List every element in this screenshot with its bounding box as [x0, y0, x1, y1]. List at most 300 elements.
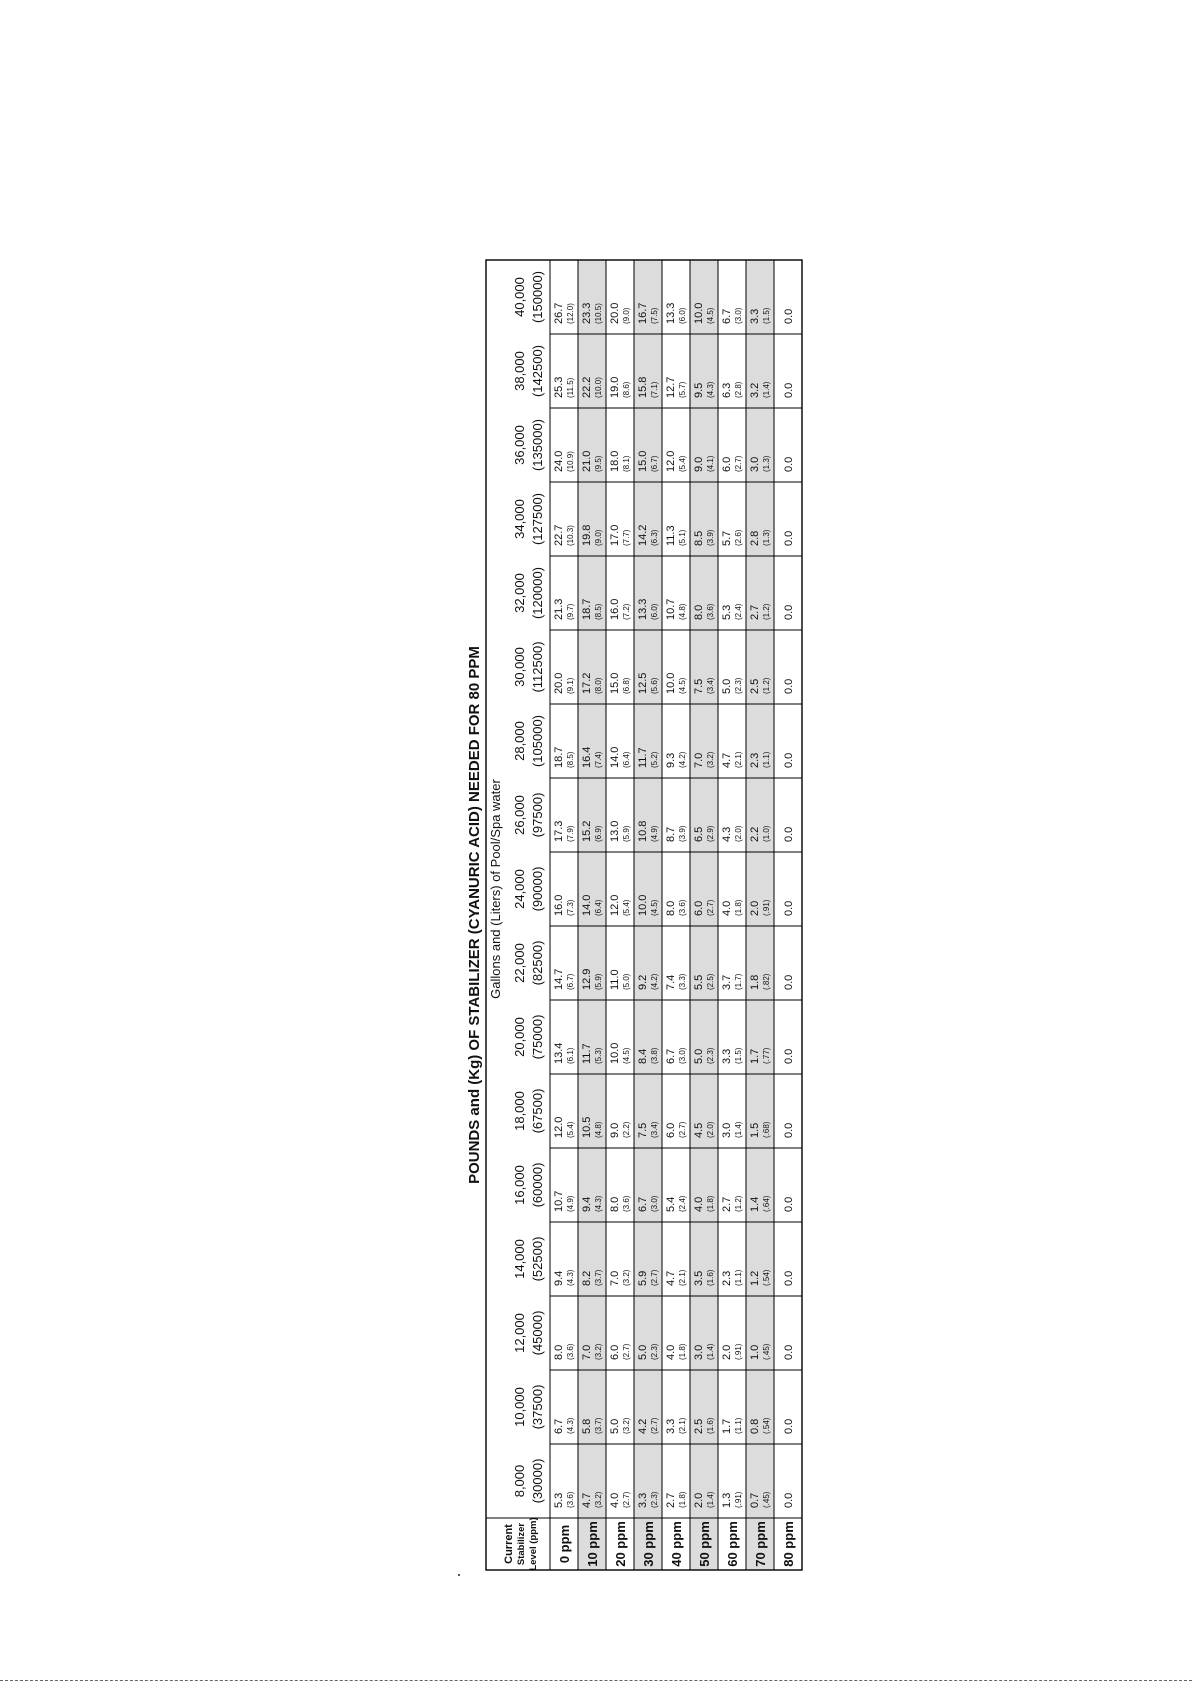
cell-kilograms: (3.2) [622, 1417, 631, 1434]
cell-pounds: 4.0 [721, 900, 733, 916]
row-label: 50 ppm [697, 1521, 712, 1567]
cell-pounds: 26.7 [553, 302, 565, 324]
column-header-liters: (120000) [530, 566, 545, 620]
column-header-gallons: 38,000 [512, 351, 527, 391]
column-header-liters: (142500) [530, 344, 545, 398]
cell-pounds: 10.0 [665, 672, 677, 694]
cell-pounds: 2.8 [749, 530, 761, 546]
cell-kilograms: (3.8) [650, 1047, 659, 1064]
cell-pounds: 9.4 [553, 1270, 565, 1286]
cell-kilograms: (1.1) [762, 751, 771, 768]
cell-pounds: 16.0 [609, 598, 621, 620]
cell-kilograms: (1.8) [678, 1343, 687, 1360]
cell-pounds: 12.0 [665, 450, 677, 472]
cell-kilograms: (2.2) [622, 1121, 631, 1138]
cell-pounds: 16.4 [581, 746, 593, 768]
cell-pounds: 8.0 [665, 900, 677, 916]
cell-pounds: 0.0 [783, 1492, 795, 1508]
row-label: 70 ppm [753, 1521, 768, 1567]
cell-pounds: 0.0 [783, 456, 795, 472]
cell-pounds: 2.2 [749, 826, 761, 842]
cell-kilograms: (1.8) [678, 1491, 687, 1508]
cell-kilograms: (1.1) [734, 1269, 743, 1286]
column-header-gallons: 14,000 [512, 1239, 527, 1279]
cell-pounds: 12.0 [609, 894, 621, 916]
cell-pounds: 2.7 [665, 1492, 677, 1508]
cell-pounds: 8.5 [693, 530, 705, 546]
cell-kilograms: (1.2) [734, 1195, 743, 1212]
cell-pounds: 11.7 [581, 1043, 593, 1064]
cell-kilograms: (.77) [762, 1047, 771, 1064]
cell-pounds: 22.7 [553, 524, 565, 546]
cell-kilograms: (5.7) [678, 381, 687, 398]
cell-pounds: 22.2 [581, 376, 593, 398]
cell-pounds: 8.0 [553, 1344, 565, 1360]
cell-kilograms: (1.2) [762, 677, 771, 694]
cell-pounds: 7.5 [637, 1122, 649, 1138]
cell-kilograms: (3.0) [650, 1195, 659, 1212]
row-header-label: Current [503, 1524, 515, 1564]
cell-pounds: 0.0 [783, 1122, 795, 1138]
cell-kilograms: (4.1) [706, 455, 715, 472]
cell-kilograms: (2.0) [706, 1121, 715, 1138]
row-label: 40 ppm [669, 1521, 684, 1567]
cell-pounds: 4.7 [581, 1492, 593, 1508]
cell-kilograms: (3.6) [566, 1491, 575, 1508]
cell-pounds: 20.0 [553, 672, 565, 694]
cell-kilograms: (2.3) [650, 1491, 659, 1508]
cell-kilograms: (6.3) [650, 529, 659, 546]
cell-kilograms: (1.5) [762, 307, 771, 324]
table-subtitle: Gallons and (Liters) of Pool/Spa water [488, 779, 503, 999]
cell-kilograms: (2.3) [706, 1047, 715, 1064]
cell-kilograms: (10.5) [594, 303, 603, 324]
cell-pounds: 8.7 [665, 826, 677, 842]
cell-pounds: 4.0 [665, 1344, 677, 1360]
cell-kilograms: (9.5) [594, 455, 603, 472]
cell-pounds: 7.0 [693, 752, 705, 768]
cell-pounds: 18.0 [609, 450, 621, 472]
cell-pounds: 19.8 [581, 524, 593, 546]
cell-pounds: 1.4 [749, 1196, 761, 1212]
cell-kilograms: (6.0) [650, 603, 659, 620]
cell-pounds: 10.0 [637, 894, 649, 916]
cell-pounds: 1.7 [749, 1048, 761, 1064]
column-header-liters: (90000) [530, 866, 545, 912]
cell-pounds: 3.3 [721, 1048, 733, 1064]
cell-kilograms: (9.1) [566, 677, 575, 694]
column-header-liters: (82500) [530, 940, 545, 986]
cell-kilograms: (.91) [762, 899, 771, 916]
cell-kilograms: (1.2) [762, 603, 771, 620]
cell-pounds: 0.0 [783, 382, 795, 398]
cell-kilograms: (3.0) [678, 1047, 687, 1064]
cell-kilograms: (4.2) [650, 973, 659, 990]
cell-kilograms: (2.5) [706, 973, 715, 990]
cell-kilograms: (8.6) [622, 381, 631, 398]
cell-kilograms: (3.7) [594, 1269, 603, 1286]
cell-pounds: 0.0 [783, 900, 795, 916]
cell-pounds: 12.0 [553, 1116, 565, 1138]
cell-pounds: 7.4 [665, 974, 677, 990]
cell-pounds: 10.8 [637, 820, 649, 842]
cell-pounds: 9.0 [693, 456, 705, 472]
cell-kilograms: (2.4) [678, 1195, 687, 1212]
column-header-liters: (60000) [530, 1162, 545, 1208]
cell-kilograms: (3.9) [706, 529, 715, 546]
cell-kilograms: (6.0) [678, 307, 687, 324]
cell-pounds: 6.3 [721, 382, 733, 398]
cell-pounds: 13.0 [609, 820, 621, 842]
column-header-liters: (112500) [530, 641, 545, 693]
cell-pounds: 7.0 [581, 1344, 593, 1360]
table-frame [466, 260, 802, 1571]
cell-kilograms: (3.0) [734, 307, 743, 324]
cell-pounds: 0.0 [783, 974, 795, 990]
column-header-liters: (45000) [530, 1310, 545, 1356]
cell-kilograms: (1.4) [734, 1121, 743, 1138]
cell-pounds: 14.0 [581, 894, 593, 916]
cell-kilograms: (2.1) [734, 751, 743, 768]
cell-kilograms: (3.6) [678, 899, 687, 916]
cell-pounds: 2.0 [749, 900, 761, 916]
cell-pounds: 4.0 [693, 1196, 705, 1212]
cell-pounds: 5.9 [637, 1270, 649, 1286]
column-header-gallons: 26,000 [512, 795, 527, 835]
cell-pounds: 7.0 [609, 1270, 621, 1286]
cell-pounds: 6.7 [665, 1048, 677, 1064]
cell-kilograms: (4.9) [566, 1195, 575, 1212]
cell-kilograms: (.68) [762, 1121, 771, 1138]
cell-pounds: 6.7 [637, 1196, 649, 1212]
column-header-liters: (52500) [530, 1236, 545, 1282]
cell-pounds: 12.9 [581, 968, 593, 990]
cell-kilograms: (9.7) [566, 603, 575, 620]
cell-pounds: 18.7 [581, 598, 593, 620]
cell-pounds: 3.0 [749, 456, 761, 472]
column-header-liters: (150000) [530, 270, 545, 324]
column-header-liters: (127500) [530, 492, 545, 546]
cell-pounds: 0.0 [783, 826, 795, 842]
row-label: 80 ppm [781, 1521, 796, 1567]
cell-pounds: 4.3 [721, 826, 733, 842]
cell-pounds: 4.2 [637, 1418, 649, 1434]
cell-kilograms: (.54) [762, 1269, 771, 1286]
cell-kilograms: (.91) [734, 1491, 743, 1508]
cell-kilograms: (.82) [762, 973, 771, 990]
cell-kilograms: (2.4) [734, 603, 743, 620]
cell-pounds: 3.5 [693, 1270, 705, 1286]
cell-kilograms: (5.0) [622, 973, 631, 990]
cell-pounds: 1.7 [721, 1418, 733, 1434]
cell-kilograms: (2.3) [650, 1343, 659, 1360]
cell-pounds: 5.4 [665, 1196, 677, 1212]
cell-kilograms: (1.4) [706, 1343, 715, 1360]
cell-kilograms: (5.4) [566, 1121, 575, 1138]
cell-pounds: 1.2 [749, 1270, 761, 1286]
cell-pounds: 10.7 [665, 598, 677, 620]
cell-kilograms: (2.7) [678, 1121, 687, 1138]
cell-pounds: 5.3 [553, 1492, 565, 1508]
cell-pounds: 11.0 [609, 969, 621, 990]
cell-pounds: 2.0 [721, 1344, 733, 1360]
cell-kilograms: (7.5) [650, 307, 659, 324]
cell-pounds: 13.4 [553, 1042, 565, 1064]
column-header-gallons: 30,000 [512, 647, 527, 687]
cell-kilograms: (7.9) [566, 825, 575, 842]
cell-kilograms: (4.3) [594, 1195, 603, 1212]
cell-pounds: 3.3 [665, 1418, 677, 1434]
row-label: 60 ppm [725, 1521, 740, 1567]
cell-pounds: 14.2 [637, 524, 649, 546]
cell-pounds: 10.7 [553, 1190, 565, 1212]
cell-kilograms: (2.7) [650, 1417, 659, 1434]
cell-pounds: 19.0 [609, 376, 621, 398]
cell-kilograms: (4.3) [706, 381, 715, 398]
cell-kilograms: (2.7) [706, 899, 715, 916]
cell-pounds: 5.3 [721, 604, 733, 620]
cell-pounds: 21.0 [581, 450, 593, 472]
cell-kilograms: (6.4) [622, 751, 631, 768]
cell-kilograms: (7.2) [622, 603, 631, 620]
cell-pounds: 17.0 [609, 524, 621, 546]
cell-pounds: 6.7 [721, 308, 733, 324]
cell-kilograms: (7.1) [650, 381, 659, 398]
column-header-gallons: 10,000 [512, 1387, 527, 1427]
cell-pounds: 10.5 [581, 1116, 593, 1138]
cell-kilograms: (3.2) [622, 1269, 631, 1286]
cell-pounds: 0.0 [783, 1344, 795, 1360]
column-header-gallons: 8,000 [512, 1464, 527, 1498]
cell-kilograms: (1.0) [762, 825, 771, 842]
cell-pounds: 5.0 [721, 678, 733, 694]
cell-pounds: 17.2 [581, 672, 593, 694]
cell-kilograms: (4.2) [678, 751, 687, 768]
cell-pounds: 3.7 [721, 974, 733, 990]
cell-pounds: 9.4 [581, 1196, 593, 1212]
cell-kilograms: (2.8) [734, 381, 743, 398]
cell-kilograms: (8.1) [622, 455, 631, 472]
cell-pounds: 10.0 [693, 302, 705, 324]
column-header-liters: (135000) [530, 418, 545, 472]
column-header-gallons: 40,000 [512, 277, 527, 317]
cell-pounds: 14.7 [553, 968, 565, 990]
cell-pounds: 3.3 [637, 1492, 649, 1508]
cell-kilograms: (4.5) [622, 1047, 631, 1064]
cell-kilograms: (1.6) [706, 1269, 715, 1286]
cell-kilograms: (4.3) [566, 1269, 575, 1286]
cell-pounds: 3.2 [749, 382, 761, 398]
column-header-gallons: 22,000 [512, 943, 527, 983]
cell-pounds: 9.5 [693, 382, 705, 398]
cell-pounds: 4.5 [693, 1122, 705, 1138]
row-label: 30 ppm [641, 1521, 656, 1567]
cell-kilograms: (2.7) [622, 1491, 631, 1508]
cell-kilograms: (2.3) [734, 677, 743, 694]
page-edge-rule [0, 1680, 1192, 1681]
cell-pounds: 3.0 [721, 1122, 733, 1138]
cell-pounds: 1.0 [749, 1344, 761, 1360]
cell-pounds: 0.0 [783, 1196, 795, 1212]
column-header-gallons: 12,000 [512, 1313, 527, 1353]
cell-kilograms: (2.7) [650, 1269, 659, 1286]
cell-kilograms: (4.8) [678, 603, 687, 620]
cell-kilograms: (2.1) [678, 1269, 687, 1286]
cell-pounds: 2.0 [693, 1492, 705, 1508]
cell-pounds: 5.0 [693, 1048, 705, 1064]
cell-pounds: 3.3 [749, 308, 761, 324]
cell-pounds: 8.0 [693, 604, 705, 620]
cell-pounds: 8.0 [609, 1196, 621, 1212]
cell-pounds: 5.0 [637, 1344, 649, 1360]
cell-pounds: 21.3 [553, 598, 565, 620]
cell-pounds: 5.0 [609, 1418, 621, 1434]
cell-kilograms: (1.3) [762, 529, 771, 546]
cell-pounds: 6.0 [609, 1344, 621, 1360]
cell-pounds: 12.5 [637, 672, 649, 694]
cell-kilograms: (6.8) [622, 677, 631, 694]
cell-pounds: 7.5 [693, 678, 705, 694]
cell-kilograms: (4.8) [594, 1121, 603, 1138]
cell-pounds: 2.3 [749, 752, 761, 768]
row-header-label: Level (ppm) [528, 1517, 539, 1571]
column-header-liters: (97500) [530, 792, 545, 838]
cell-kilograms: (3.7) [594, 1417, 603, 1434]
cell-kilograms: (10.3) [566, 525, 575, 546]
cell-kilograms: (4.5) [650, 899, 659, 916]
cell-pounds: 11.3 [665, 525, 677, 546]
row-label: 0 ppm [557, 1524, 572, 1564]
cell-pounds: 5.7 [721, 530, 733, 546]
row-label: 10 ppm [585, 1521, 600, 1567]
cell-kilograms: (5.4) [678, 455, 687, 472]
cell-pounds: 25.3 [553, 376, 565, 398]
column-header-gallons: 16,000 [512, 1165, 527, 1205]
cell-pounds: 0.7 [749, 1492, 761, 1508]
cell-pounds: 10.0 [609, 1042, 621, 1064]
cell-pounds: 13.3 [665, 302, 677, 324]
cell-pounds: 0.0 [783, 1418, 795, 1434]
cell-kilograms: (2.7) [622, 1343, 631, 1360]
cell-pounds: 5.8 [581, 1418, 593, 1434]
cell-pounds: 0.0 [783, 1270, 795, 1286]
cell-kilograms: (2.7) [734, 455, 743, 472]
column-header-gallons: 28,000 [512, 721, 527, 761]
cell-pounds: 2.5 [749, 678, 761, 694]
cell-kilograms: (7.4) [594, 751, 603, 768]
cell-pounds: 20.0 [609, 302, 621, 324]
column-header-liters: (105000) [530, 714, 545, 768]
cell-pounds: 17.3 [553, 820, 565, 842]
cell-kilograms: (4.5) [706, 307, 715, 324]
cell-pounds: 6.5 [693, 826, 705, 842]
cell-pounds: 15.8 [637, 376, 649, 398]
cell-kilograms: (1.1) [734, 1417, 743, 1434]
cell-kilograms: (3.6) [566, 1343, 575, 1360]
table-title: POUNDS and (Kg) OF STABILIZER (CYANURIC ACID) NEEDED FOR 80 PPM [466, 646, 483, 1184]
stray-mark [458, 1574, 460, 1576]
column-header-gallons: 34,000 [512, 499, 527, 539]
cell-pounds: 1.8 [749, 974, 761, 990]
cell-pounds: 6.0 [665, 1122, 677, 1138]
column-header-gallons: 32,000 [512, 573, 527, 613]
cell-kilograms: (4.9) [650, 825, 659, 842]
cell-kilograms: (6.4) [594, 899, 603, 916]
cell-kilograms: (.45) [762, 1491, 771, 1508]
cell-kilograms: (10.0) [594, 377, 603, 398]
cell-kilograms: (3.4) [650, 1121, 659, 1138]
cell-pounds: 1.3 [721, 1492, 733, 1508]
cell-kilograms: (9.0) [622, 307, 631, 324]
cell-pounds: 0.0 [783, 604, 795, 620]
cell-kilograms: (8.5) [566, 751, 575, 768]
cell-pounds: 2.5 [693, 1418, 705, 1434]
column-header-gallons: 18,000 [512, 1091, 527, 1131]
column-header-liters: (30000) [530, 1458, 545, 1504]
column-header-liters: (75000) [530, 1014, 545, 1060]
cell-pounds: 12.7 [665, 376, 677, 398]
cell-pounds: 24.0 [553, 450, 565, 472]
cell-kilograms: (3.4) [706, 677, 715, 694]
cell-kilograms: (.91) [734, 1343, 743, 1360]
cell-pounds: 2.7 [721, 1196, 733, 1212]
cell-kilograms: (3.2) [594, 1343, 603, 1360]
cell-kilograms: (8.5) [594, 603, 603, 620]
cell-pounds: 0.8 [749, 1418, 761, 1434]
cell-kilograms: (9.0) [594, 529, 603, 546]
cell-kilograms: (3.6) [622, 1195, 631, 1212]
row-label: 20 ppm [613, 1521, 628, 1567]
cell-pounds: 2.3 [721, 1270, 733, 1286]
cell-pounds: 8.4 [637, 1048, 649, 1064]
cell-pounds: 6.0 [693, 900, 705, 916]
cell-kilograms: (12.0) [566, 303, 575, 324]
cell-pounds: 9.3 [665, 752, 677, 768]
cell-pounds: 9.2 [637, 974, 649, 990]
cell-pounds: 0.0 [783, 752, 795, 768]
cell-kilograms: (3.2) [706, 751, 715, 768]
cell-pounds: 3.0 [693, 1344, 705, 1360]
cell-kilograms: (7.3) [566, 899, 575, 916]
column-header-gallons: 36,000 [512, 425, 527, 465]
cell-kilograms: (11.5) [566, 377, 575, 398]
cell-kilograms: (5.2) [650, 751, 659, 768]
cell-kilograms: (7.7) [622, 529, 631, 546]
cell-pounds: 4.7 [665, 1270, 677, 1286]
cell-kilograms: (2.1) [678, 1417, 687, 1434]
cell-pounds: 9.0 [609, 1122, 621, 1138]
cell-pounds: 0.0 [783, 308, 795, 324]
cell-kilograms: (1.4) [762, 381, 771, 398]
cell-kilograms: (5.9) [594, 973, 603, 990]
cell-kilograms: (5.4) [622, 899, 631, 916]
cell-kilograms: (1.3) [762, 455, 771, 472]
cell-pounds: 11.7 [637, 747, 649, 768]
cell-pounds: 6.7 [553, 1418, 565, 1434]
cell-kilograms: (5.1) [678, 529, 687, 546]
cell-kilograms: (8.0) [594, 677, 603, 694]
cell-kilograms: (3.2) [594, 1491, 603, 1508]
cell-kilograms: (5.9) [622, 825, 631, 842]
cell-kilograms: (6.1) [566, 1047, 575, 1064]
cell-pounds: 0.0 [783, 530, 795, 546]
cell-pounds: 0.0 [783, 678, 795, 694]
cell-kilograms: (.45) [762, 1343, 771, 1360]
cell-kilograms: (1.8) [706, 1195, 715, 1212]
cell-pounds: 0.0 [783, 1048, 795, 1064]
cell-kilograms: (5.3) [594, 1047, 603, 1064]
cell-kilograms: (1.7) [734, 973, 743, 990]
